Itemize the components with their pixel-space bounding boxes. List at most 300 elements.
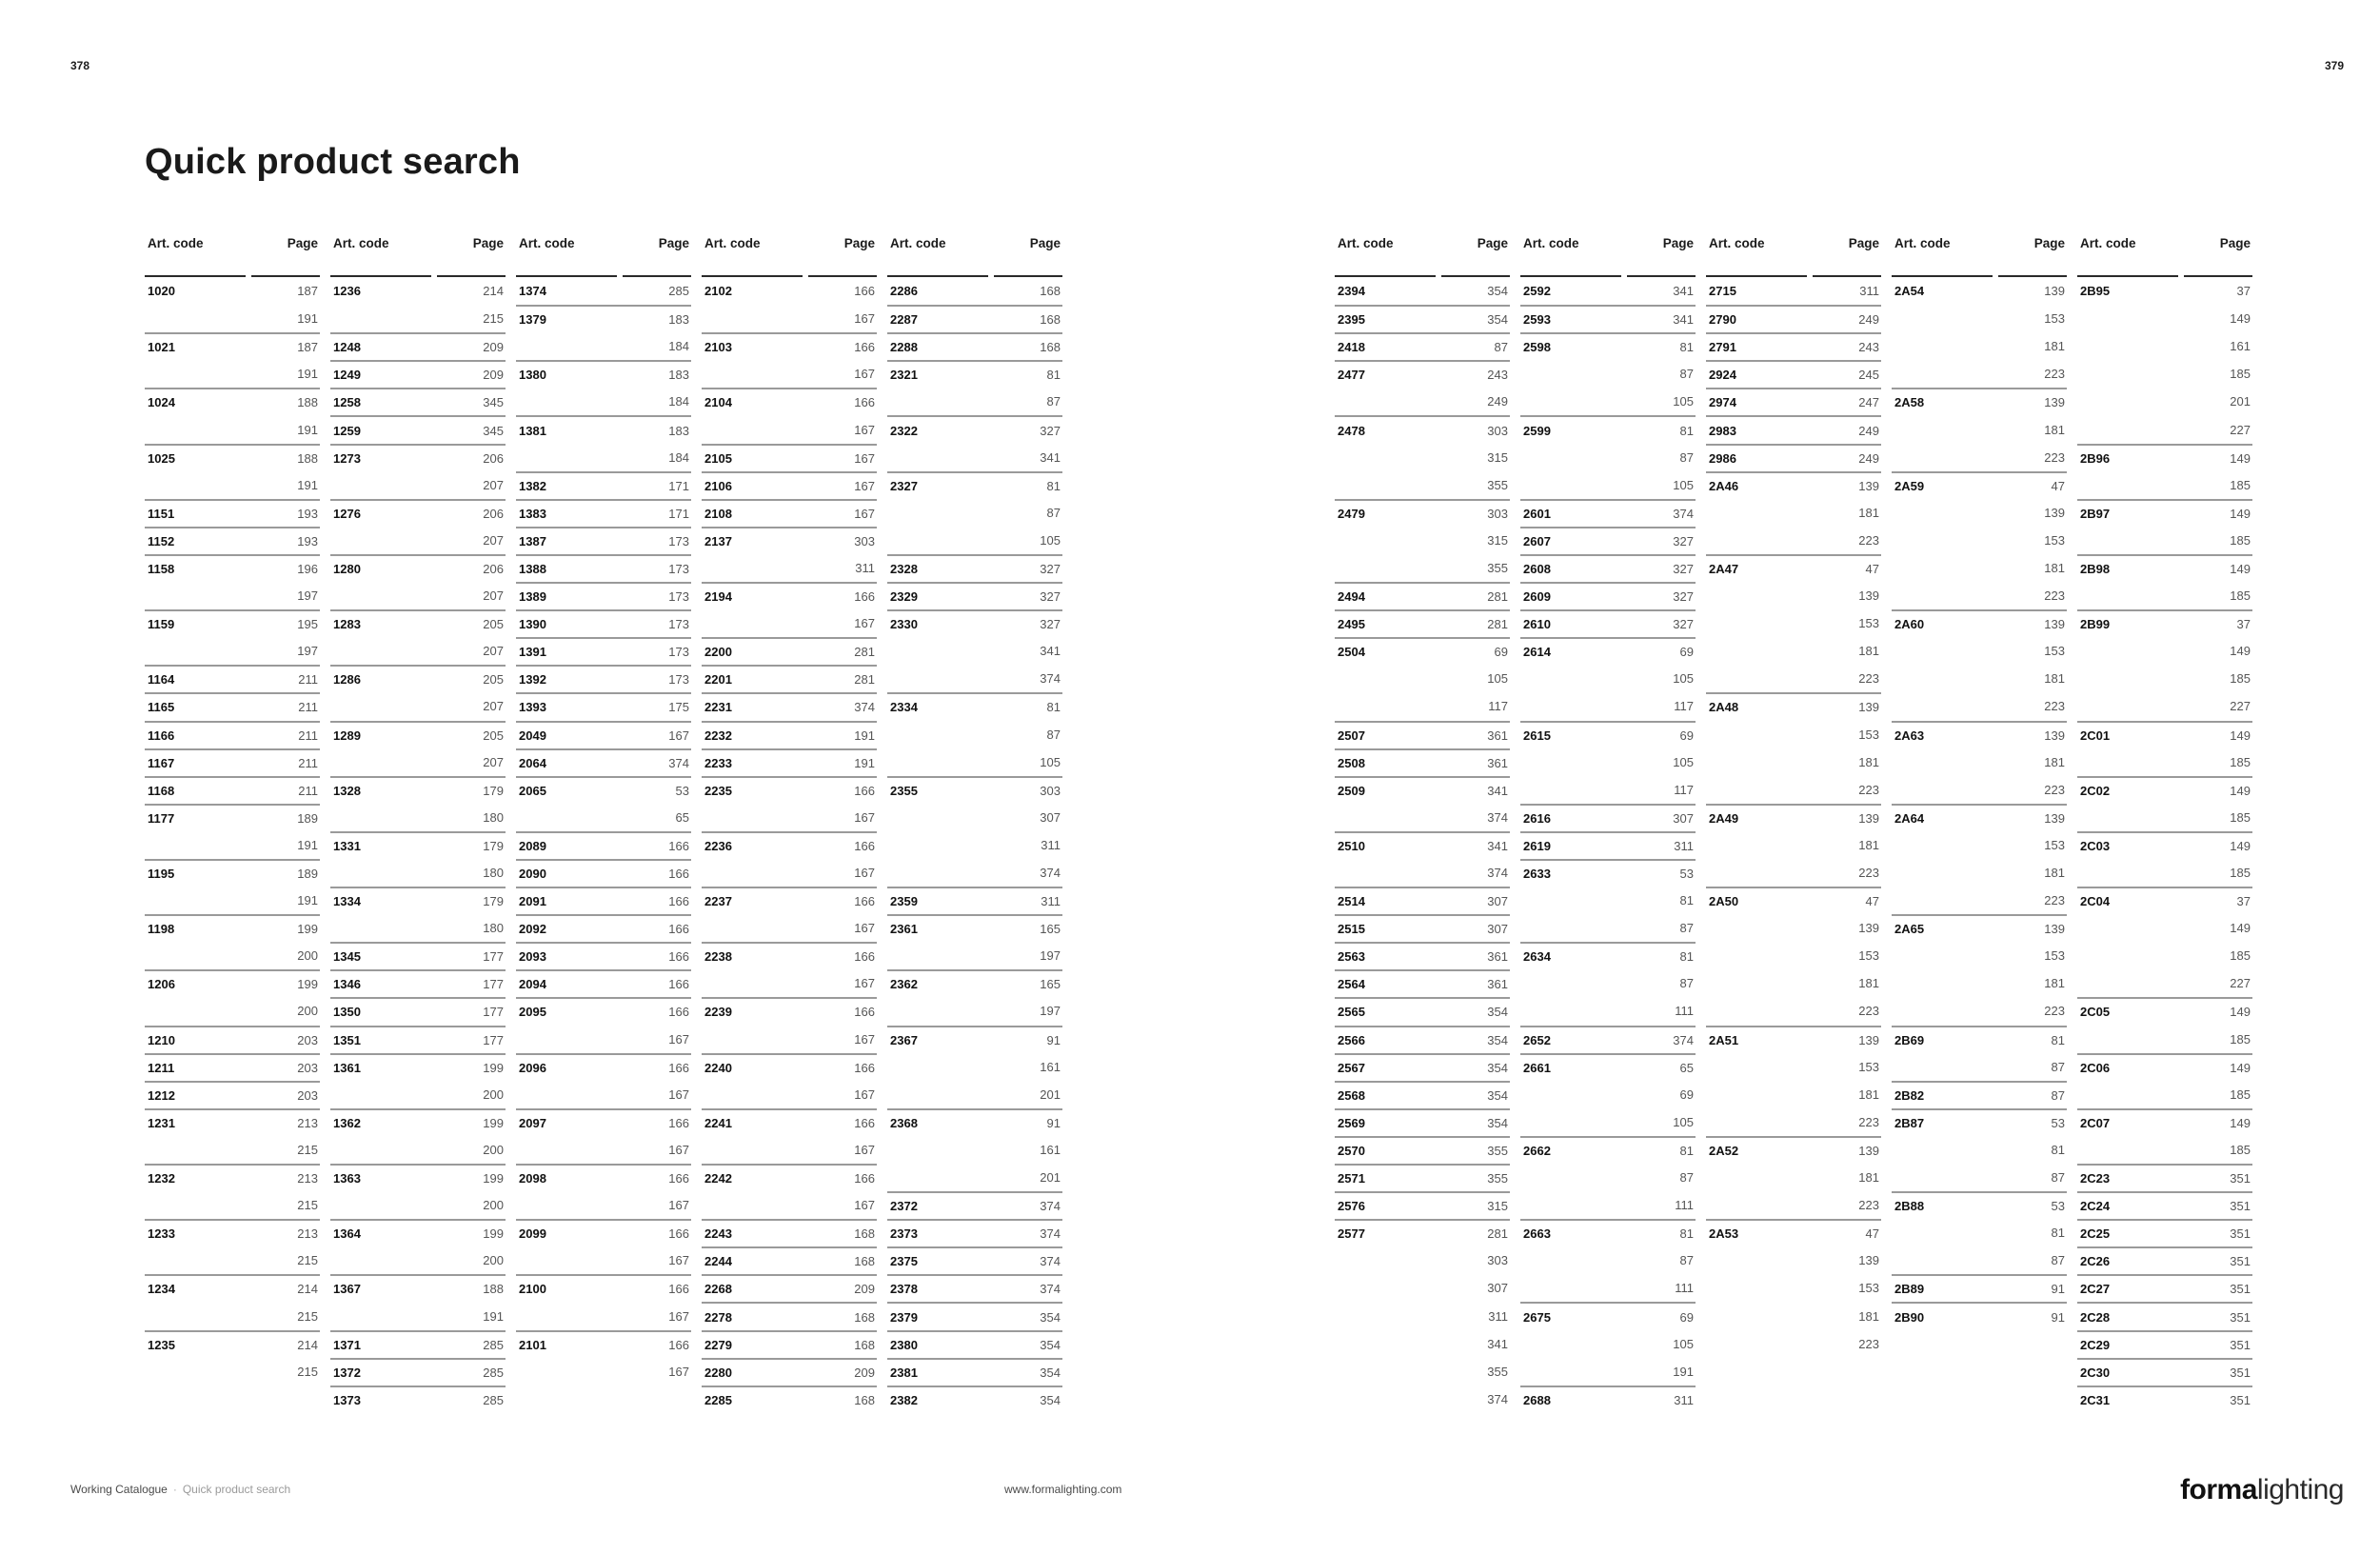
page-ref[interactable]: 185	[2230, 1031, 2251, 1047]
page-ref[interactable]: 149	[2230, 506, 2251, 521]
page-ref[interactable]: 355	[1487, 477, 1508, 492]
page-ref[interactable]: 214	[483, 284, 504, 299]
page-ref[interactable]: 195	[297, 617, 318, 632]
page-ref[interactable]: 307	[1673, 810, 1694, 826]
page-ref[interactable]: 87	[1679, 1253, 1694, 1268]
page-ref[interactable]: 87	[1046, 727, 1061, 742]
page-ref[interactable]: 223	[2044, 782, 2065, 797]
page-ref[interactable]: 149	[2230, 561, 2251, 576]
page-ref[interactable]: 65	[675, 809, 689, 825]
page-ref[interactable]: 91	[1046, 1032, 1061, 1047]
page-ref[interactable]: 211	[298, 783, 318, 798]
page-ref[interactable]: 87	[2051, 1170, 2065, 1186]
page-ref[interactable]: 139	[1858, 588, 1879, 604]
page-ref[interactable]: 37	[2236, 284, 2251, 299]
page-ref[interactable]: 311	[1041, 894, 1061, 909]
page-ref[interactable]: 281	[854, 672, 875, 688]
page-ref[interactable]: 139	[2044, 284, 2065, 299]
page-ref[interactable]: 209	[483, 340, 504, 355]
page-ref[interactable]: 206	[483, 450, 504, 466]
page-ref[interactable]: 341	[1673, 284, 1694, 299]
page-ref[interactable]: 167	[668, 1198, 689, 1213]
page-ref[interactable]: 285	[483, 1365, 504, 1380]
page-ref[interactable]: 168	[1040, 340, 1061, 355]
page-ref[interactable]: 149	[2230, 728, 2251, 743]
page-ref[interactable]: 165	[1040, 922, 1061, 937]
page-ref[interactable]: 374	[668, 755, 689, 770]
page-ref[interactable]: 69	[1679, 645, 1694, 660]
page-ref[interactable]: 188	[483, 1282, 504, 1297]
page-ref[interactable]: 185	[2230, 367, 2251, 382]
page-ref[interactable]: 149	[2230, 311, 2251, 327]
page-ref[interactable]: 166	[854, 395, 875, 410]
page-ref[interactable]: 223	[1858, 1198, 1879, 1213]
page-ref[interactable]: 191	[297, 367, 318, 382]
page-ref[interactable]: 199	[483, 1115, 504, 1130]
page-ref[interactable]: 111	[1675, 1004, 1694, 1019]
page-ref[interactable]: 167	[854, 921, 875, 936]
page-ref[interactable]: 315	[1487, 532, 1508, 548]
page-ref[interactable]: 307	[1040, 809, 1061, 825]
page-ref[interactable]: 197	[297, 588, 318, 604]
page-ref[interactable]: 243	[1858, 340, 1879, 355]
page-ref[interactable]: 166	[854, 1115, 875, 1130]
page-ref[interactable]: 167	[854, 1031, 875, 1047]
page-ref[interactable]: 105	[1040, 532, 1061, 548]
page-ref[interactable]: 184	[668, 394, 689, 409]
page-ref[interactable]: 181	[1858, 976, 1879, 991]
page-ref[interactable]: 223	[2044, 588, 2065, 604]
page-ref[interactable]: 351	[2230, 1309, 2251, 1325]
page-ref[interactable]: 149	[2230, 1060, 2251, 1075]
page-ref[interactable]: 193	[297, 506, 318, 521]
page-ref[interactable]: 311	[1041, 837, 1061, 852]
page-ref[interactable]: 167	[668, 1142, 689, 1157]
page-ref[interactable]: 173	[668, 533, 689, 548]
page-ref[interactable]: 117	[1674, 782, 1694, 797]
page-ref[interactable]: 355	[1487, 560, 1508, 575]
page-ref[interactable]: 374	[1487, 866, 1508, 881]
page-ref[interactable]: 209	[483, 368, 504, 383]
page-ref[interactable]: 351	[2230, 1199, 2251, 1214]
page-ref[interactable]: 327	[1040, 589, 1061, 605]
page-ref[interactable]: 181	[1858, 837, 1879, 852]
page-ref[interactable]: 166	[854, 589, 875, 605]
page-ref[interactable]: 197	[1040, 1004, 1061, 1019]
page-ref[interactable]: 87	[1494, 340, 1508, 355]
page-ref[interactable]: 173	[668, 561, 689, 576]
page-ref[interactable]: 47	[1865, 1226, 1879, 1242]
page-ref[interactable]: 345	[483, 423, 504, 438]
page-ref[interactable]: 374	[1487, 809, 1508, 825]
page-ref[interactable]: 311	[1674, 838, 1694, 853]
page-ref[interactable]: 153	[2044, 532, 2065, 548]
page-ref[interactable]: 168	[1040, 312, 1061, 328]
page-ref[interactable]: 214	[297, 1282, 318, 1297]
page-ref[interactable]: 153	[2044, 948, 2065, 964]
page-ref[interactable]: 181	[2044, 866, 2065, 881]
page-ref[interactable]: 185	[2230, 948, 2251, 964]
page-ref[interactable]: 209	[854, 1365, 875, 1380]
page-ref[interactable]: 167	[668, 1253, 689, 1268]
page-ref[interactable]: 227	[2230, 976, 2251, 991]
page-ref[interactable]: 167	[668, 1031, 689, 1047]
page-ref[interactable]: 223	[2044, 449, 2065, 465]
page-ref[interactable]: 166	[668, 977, 689, 992]
page-ref[interactable]: 139	[1858, 478, 1879, 493]
page-ref[interactable]: 205	[483, 728, 504, 743]
page-ref[interactable]: 185	[2230, 671, 2251, 687]
page-ref[interactable]: 81	[1679, 893, 1694, 908]
page-ref[interactable]: 249	[1858, 450, 1879, 466]
page-ref[interactable]: 91	[2051, 1282, 2065, 1297]
page-ref[interactable]: 374	[1040, 671, 1061, 687]
page-ref[interactable]: 166	[668, 867, 689, 882]
page-ref[interactable]: 139	[2044, 922, 2065, 937]
page-ref[interactable]: 105	[1040, 754, 1061, 769]
page-ref[interactable]: 201	[1040, 1087, 1061, 1102]
page-ref[interactable]: 179	[483, 894, 504, 909]
page-ref[interactable]: 315	[1487, 1199, 1508, 1214]
page-ref[interactable]: 167	[854, 616, 875, 631]
page-ref[interactable]: 191	[297, 477, 318, 492]
page-ref[interactable]: 191	[297, 893, 318, 908]
page-ref[interactable]: 81	[1679, 949, 1694, 965]
page-ref[interactable]: 211	[298, 672, 318, 688]
page-ref[interactable]: 189	[297, 867, 318, 882]
page-ref[interactable]: 206	[483, 561, 504, 576]
page-ref[interactable]: 281	[1487, 1226, 1508, 1242]
page-ref[interactable]: 200	[483, 1142, 504, 1157]
page-ref[interactable]: 223	[1858, 532, 1879, 548]
page-ref[interactable]: 166	[668, 922, 689, 937]
page-ref[interactable]: 181	[1858, 1170, 1879, 1186]
page-ref[interactable]: 327	[1673, 561, 1694, 576]
page-ref[interactable]: 185	[2230, 532, 2251, 548]
page-ref[interactable]: 207	[483, 699, 504, 714]
page-ref[interactable]: 213	[297, 1226, 318, 1242]
page-ref[interactable]: 168	[1040, 284, 1061, 299]
page-ref[interactable]: 165	[1040, 977, 1061, 992]
page-ref[interactable]: 171	[668, 506, 689, 521]
page-ref[interactable]: 193	[297, 533, 318, 548]
page-ref[interactable]: 181	[1858, 644, 1879, 659]
page-ref[interactable]: 200	[483, 1253, 504, 1268]
page-ref[interactable]: 223	[1858, 1114, 1879, 1129]
page-ref[interactable]: 180	[483, 866, 504, 881]
page-ref[interactable]: 149	[2230, 838, 2251, 853]
page-ref[interactable]: 149	[2230, 783, 2251, 798]
page-ref[interactable]: 81	[1046, 700, 1061, 715]
page-ref[interactable]: 65	[1679, 1060, 1694, 1075]
page-ref[interactable]: 207	[483, 588, 504, 604]
page-ref[interactable]: 167	[854, 976, 875, 991]
page-ref[interactable]: 285	[668, 284, 689, 299]
page-ref[interactable]: 81	[1679, 340, 1694, 355]
page-ref[interactable]: 315	[1487, 449, 1508, 465]
page-ref[interactable]: 166	[668, 1226, 689, 1242]
page-ref[interactable]: 187	[297, 284, 318, 299]
page-ref[interactable]: 354	[1040, 1337, 1061, 1352]
page-ref[interactable]: 167	[854, 450, 875, 466]
page-ref[interactable]: 184	[668, 449, 689, 465]
page-ref[interactable]: 223	[1858, 782, 1879, 797]
page-ref[interactable]: 354	[1040, 1365, 1061, 1380]
page-ref[interactable]: 307	[1487, 922, 1508, 937]
page-ref[interactable]: 327	[1673, 589, 1694, 605]
page-ref[interactable]: 177	[483, 1005, 504, 1020]
page-ref[interactable]: 81	[1679, 1226, 1694, 1242]
page-ref[interactable]: 166	[854, 1060, 875, 1075]
page-ref[interactable]: 183	[668, 312, 689, 328]
page-ref[interactable]: 199	[297, 977, 318, 992]
page-ref[interactable]: 214	[297, 1337, 318, 1352]
page-ref[interactable]: 81	[1679, 1143, 1694, 1158]
page-ref[interactable]: 201	[2230, 394, 2251, 409]
page-ref[interactable]: 81	[1679, 423, 1694, 438]
page-ref[interactable]: 87	[1046, 394, 1061, 409]
page-ref[interactable]: 166	[854, 949, 875, 965]
page-ref[interactable]: 207	[483, 477, 504, 492]
page-ref[interactable]: 153	[1858, 948, 1879, 964]
page-ref[interactable]: 166	[854, 783, 875, 798]
page-ref[interactable]: 199	[483, 1171, 504, 1186]
page-ref[interactable]: 37	[2236, 617, 2251, 632]
page-ref[interactable]: 303	[1040, 783, 1061, 798]
page-ref[interactable]: 185	[2230, 1142, 2251, 1157]
page-ref[interactable]: 351	[2230, 1171, 2251, 1186]
page-ref[interactable]: 149	[2230, 644, 2251, 659]
page-ref[interactable]: 105	[1673, 671, 1694, 687]
page-ref[interactable]: 111	[1675, 1281, 1694, 1296]
page-ref[interactable]: 105	[1487, 671, 1508, 687]
page-ref[interactable]: 181	[2044, 754, 2065, 769]
page-ref[interactable]: 181	[1858, 754, 1879, 769]
page-ref[interactable]: 87	[1679, 1170, 1694, 1186]
page-ref[interactable]: 153	[1858, 1281, 1879, 1296]
page-ref[interactable]: 197	[297, 644, 318, 659]
page-ref[interactable]: 171	[668, 478, 689, 493]
page-ref[interactable]: 183	[668, 423, 689, 438]
page-ref[interactable]: 185	[2230, 754, 2251, 769]
page-ref[interactable]: 105	[1673, 394, 1694, 409]
page-ref[interactable]: 311	[1488, 1308, 1508, 1324]
page-ref[interactable]: 374	[1673, 506, 1694, 521]
page-ref[interactable]: 167	[854, 367, 875, 382]
page-ref[interactable]: 354	[1487, 284, 1508, 299]
page-ref[interactable]: 374	[1673, 1032, 1694, 1047]
page-ref[interactable]: 81	[1046, 368, 1061, 383]
page-ref[interactable]: 181	[2044, 560, 2065, 575]
page-ref[interactable]: 223	[2044, 893, 2065, 908]
page-ref[interactable]: 213	[297, 1115, 318, 1130]
page-ref[interactable]: 341	[1040, 644, 1061, 659]
page-ref[interactable]: 205	[483, 617, 504, 632]
page-ref[interactable]: 179	[483, 783, 504, 798]
page-ref[interactable]: 249	[1858, 423, 1879, 438]
page-ref[interactable]: 374	[1040, 1254, 1061, 1269]
page-ref[interactable]: 153	[1858, 616, 1879, 631]
page-ref[interactable]: 354	[1040, 1309, 1061, 1325]
page-ref[interactable]: 327	[1040, 561, 1061, 576]
page-ref[interactable]: 285	[483, 1337, 504, 1352]
page-ref[interactable]: 281	[854, 645, 875, 660]
page-ref[interactable]: 281	[1487, 617, 1508, 632]
page-ref[interactable]: 223	[2044, 1004, 2065, 1019]
page-ref[interactable]: 303	[1487, 423, 1508, 438]
page-ref[interactable]: 166	[854, 1005, 875, 1020]
page-ref[interactable]: 53	[1679, 867, 1694, 882]
page-ref[interactable]: 215	[297, 1364, 318, 1379]
page-ref[interactable]: 188	[297, 395, 318, 410]
page-ref[interactable]: 191	[483, 1308, 504, 1324]
page-ref[interactable]: 87	[1679, 976, 1694, 991]
page-ref[interactable]: 303	[854, 533, 875, 548]
page-ref[interactable]: 187	[297, 340, 318, 355]
page-ref[interactable]: 87	[2051, 1087, 2065, 1103]
page-ref[interactable]: 185	[2230, 866, 2251, 881]
page-ref[interactable]: 166	[668, 1282, 689, 1297]
page-ref[interactable]: 211	[298, 755, 318, 770]
page-ref[interactable]: 69	[1679, 728, 1694, 743]
page-ref[interactable]: 167	[668, 728, 689, 743]
page-ref[interactable]: 87	[1679, 367, 1694, 382]
page-ref[interactable]: 153	[1858, 1059, 1879, 1074]
page-ref[interactable]: 53	[675, 783, 689, 798]
page-ref[interactable]: 37	[2236, 894, 2251, 909]
page-ref[interactable]: 69	[1679, 1309, 1694, 1325]
page-ref[interactable]: 351	[2230, 1337, 2251, 1352]
page-ref[interactable]: 105	[1673, 754, 1694, 769]
page-ref[interactable]: 351	[2230, 1226, 2251, 1242]
page-ref[interactable]: 105	[1673, 477, 1694, 492]
page-ref[interactable]: 351	[2230, 1282, 2251, 1297]
page-ref[interactable]: 105	[1673, 1114, 1694, 1129]
page-ref[interactable]: 211	[298, 728, 318, 743]
page-ref[interactable]: 87	[1679, 449, 1694, 465]
page-ref[interactable]: 166	[668, 1060, 689, 1075]
page-ref[interactable]: 153	[2044, 644, 2065, 659]
page-ref[interactable]: 177	[483, 977, 504, 992]
page-ref[interactable]: 161	[1040, 1142, 1061, 1157]
page-ref[interactable]: 139	[1858, 1143, 1879, 1158]
page-ref[interactable]: 149	[2230, 450, 2251, 466]
page-ref[interactable]: 173	[668, 617, 689, 632]
page-ref[interactable]: 223	[1858, 1336, 1879, 1351]
page-ref[interactable]: 168	[854, 1226, 875, 1242]
page-ref[interactable]: 166	[854, 1171, 875, 1186]
page-ref[interactable]: 173	[668, 672, 689, 688]
page-ref[interactable]: 177	[483, 949, 504, 965]
page-ref[interactable]: 303	[1487, 506, 1508, 521]
page-ref[interactable]: 341	[1673, 312, 1694, 328]
page-ref[interactable]: 215	[483, 311, 504, 327]
page-ref[interactable]: 149	[2230, 921, 2251, 936]
page-ref[interactable]: 307	[1487, 894, 1508, 909]
page-ref[interactable]: 227	[2230, 422, 2251, 437]
page-ref[interactable]: 191	[854, 728, 875, 743]
page-ref[interactable]: 173	[668, 589, 689, 605]
page-ref[interactable]: 354	[1487, 1087, 1508, 1103]
page-ref[interactable]: 87	[1679, 921, 1694, 936]
page-ref[interactable]: 207	[483, 754, 504, 769]
page-ref[interactable]: 207	[483, 644, 504, 659]
page-ref[interactable]: 69	[1494, 645, 1508, 660]
page-ref[interactable]: 153	[2044, 311, 2065, 327]
page-ref[interactable]: 327	[1673, 617, 1694, 632]
page-ref[interactable]: 87	[2051, 1059, 2065, 1074]
footer-url[interactable]: www.formalighting.com	[1004, 1483, 1122, 1496]
page-ref[interactable]: 200	[483, 1087, 504, 1102]
page-ref[interactable]: 166	[854, 340, 875, 355]
page-ref[interactable]: 47	[1865, 561, 1879, 576]
page-ref[interactable]: 166	[854, 838, 875, 853]
page-ref[interactable]: 354	[1040, 1392, 1061, 1407]
page-ref[interactable]: 374	[1040, 1282, 1061, 1297]
page-ref[interactable]: 168	[854, 1309, 875, 1325]
page-ref[interactable]: 341	[1487, 783, 1508, 798]
page-ref[interactable]: 345	[483, 395, 504, 410]
page-ref[interactable]: 139	[1858, 700, 1879, 715]
page-ref[interactable]: 374	[1487, 1391, 1508, 1406]
page-ref[interactable]: 139	[1858, 921, 1879, 936]
page-ref[interactable]: 181	[1858, 1087, 1879, 1102]
page-ref[interactable]: 139	[2044, 617, 2065, 632]
page-ref[interactable]: 327	[1040, 617, 1061, 632]
page-ref[interactable]: 53	[2051, 1199, 2065, 1214]
page-ref[interactable]: 181	[1858, 1308, 1879, 1324]
page-ref[interactable]: 166	[854, 284, 875, 299]
page-ref[interactable]: 166	[668, 1337, 689, 1352]
page-ref[interactable]: 191	[854, 755, 875, 770]
page-ref[interactable]: 167	[854, 809, 875, 825]
page-ref[interactable]: 105	[1673, 1336, 1694, 1351]
page-ref[interactable]: 185	[2230, 588, 2251, 604]
page-ref[interactable]: 180	[483, 921, 504, 936]
page-ref[interactable]: 196	[297, 561, 318, 576]
page-ref[interactable]: 139	[1858, 810, 1879, 826]
page-ref[interactable]: 197	[1040, 948, 1061, 964]
page-ref[interactable]: 184	[668, 339, 689, 354]
page-ref[interactable]: 303	[1487, 1253, 1508, 1268]
page-ref[interactable]: 181	[2044, 976, 2065, 991]
page-ref[interactable]: 161	[2230, 339, 2251, 354]
page-ref[interactable]: 351	[2230, 1254, 2251, 1269]
page-ref[interactable]: 167	[668, 1364, 689, 1379]
page-ref[interactable]: 285	[483, 1392, 504, 1407]
page-ref[interactable]: 181	[2044, 339, 2065, 354]
page-ref[interactable]: 209	[854, 1282, 875, 1297]
page-ref[interactable]: 215	[297, 1142, 318, 1157]
page-ref[interactable]: 223	[1858, 866, 1879, 881]
page-ref[interactable]: 161	[1040, 1059, 1061, 1074]
page-ref[interactable]: 117	[1674, 699, 1694, 714]
page-ref[interactable]: 139	[2044, 728, 2065, 743]
page-ref[interactable]: 199	[483, 1060, 504, 1075]
page-ref[interactable]: 354	[1487, 1060, 1508, 1075]
page-ref[interactable]: 167	[854, 422, 875, 437]
page-ref[interactable]: 91	[1046, 1115, 1061, 1130]
page-ref[interactable]: 167	[854, 478, 875, 493]
page-ref[interactable]: 139	[2044, 505, 2065, 520]
page-ref[interactable]: 189	[297, 810, 318, 826]
page-ref[interactable]: 311	[1674, 1392, 1694, 1407]
page-ref[interactable]: 249	[1858, 312, 1879, 328]
page-ref[interactable]: 201	[1040, 1170, 1061, 1186]
page-ref[interactable]: 327	[1040, 423, 1061, 438]
page-ref[interactable]: 185	[2230, 809, 2251, 825]
page-ref[interactable]: 167	[854, 1198, 875, 1213]
